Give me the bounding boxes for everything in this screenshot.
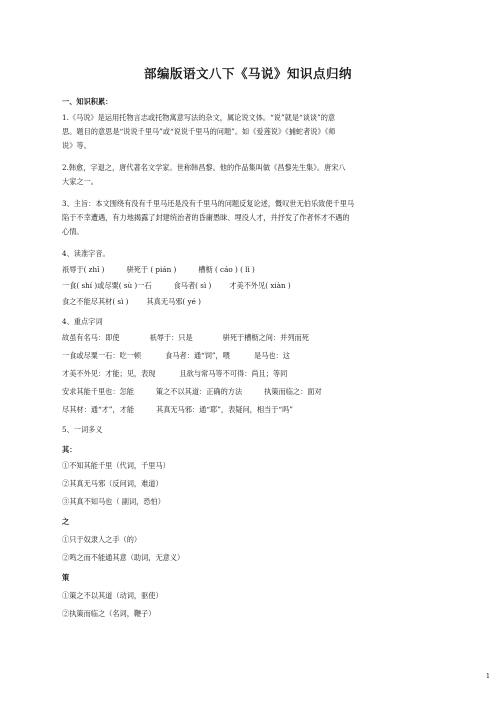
pronunciation-item: 才美不外见( xiàn ) [229, 281, 291, 290]
vocab-item: 食马者：通“饲”，喂 [165, 351, 230, 360]
word-heading-ce: 策 [62, 573, 70, 582]
pronunciation-item: 食之不能尽其材( sì ) [62, 297, 129, 306]
pronunciation-item: 槽枥 ( cáo ) ( lì ) [198, 265, 255, 274]
section-heading-knowledge: 一、知识积累： [62, 97, 113, 106]
word-heading-zhi: 之 [62, 517, 70, 526]
section-heading-vocabulary: 4、重点字词 [62, 317, 103, 326]
document-title: 部编版语文八下《马说》知识点归纳 [143, 66, 352, 81]
page-number: 1 [485, 672, 490, 680]
polysemy-example: ②鸣之而不能通其意（助词，无意义） [62, 553, 185, 562]
pronunciation-row [62, 297, 201, 307]
section-heading-polysemy: 5、一词多义 [62, 425, 103, 434]
polysemy-example: ②其真无马邪（反问词，难道） [62, 479, 163, 488]
vocab-row [62, 333, 309, 343]
vocab-row [62, 351, 290, 361]
section-heading-pronunciation: 4、读准字音。 [62, 249, 110, 258]
vocab-item: 安求其能千里也：怎能 [62, 387, 134, 396]
paragraph-line: 3、主旨：本文围绕有没有千里马还是没有千里马的问题反复论述，慨叹世无伯乐致使千里马 [62, 199, 355, 208]
vocab-item: 策之不以其道：正确的方法 [155, 387, 243, 396]
paragraph-line: 2.韩愈，字退之，唐代著名文学家。世称韩昌黎。他的作品集叫做《昌黎先生集》。唐宋八 [62, 163, 346, 172]
paragraph-line: 心情。 [62, 227, 84, 236]
paragraph-line: 说》等。 [62, 141, 91, 150]
polysemy-example: ①不知其能千里（代词，千里马） [62, 461, 170, 470]
pronunciation-item: 骈死于 ( pián ) [126, 265, 177, 274]
paragraph-line: 思。题目的意思是“说说千里马”或“说说千里马的问题”。如《爱莲说》《捕蛇者说》《师 [62, 127, 336, 136]
vocab-item: 才美不外见：才能；见，表现 [62, 369, 156, 378]
pronunciation-item: 其真无马邪( yé ) [146, 297, 201, 306]
paragraph-line: 大家之一。 [62, 177, 98, 186]
vocab-item: 骈死于槽枥之间：并列而死 [222, 333, 309, 342]
vocab-row [62, 387, 322, 397]
polysemy-example: ①只于奴隶人之手（的） [62, 535, 142, 544]
paragraph-line: 1.《马说》是运用托物言志或托物寓意写法的杂文，属论说文体。“说”就是“谈谈”的意 [62, 113, 336, 122]
paragraph-line: 陷于不幸遭遇，有力地揭露了封建统治者的昏庸愚昧、埋没人才，并抒发了作者怀才不遇的 [62, 213, 350, 222]
vocab-row [62, 369, 287, 379]
vocab-item: 一食或尽粟一石：吃一顿 [62, 351, 142, 360]
vocab-item: 祇辱于：只是 [149, 333, 193, 342]
word-heading-qi: 其： [62, 445, 77, 454]
polysemy-example: ③其真不知马也（ 副词，恐怕） [62, 497, 165, 506]
vocab-item: 尽其材：通“才”，才能 [62, 405, 135, 414]
vocab-item: 且欲与常马等不可得：尚且；等同 [179, 369, 288, 378]
pronunciation-item: 食马者( sì ) [173, 281, 212, 290]
polysemy-example: ②执策而临之（名词，鞭子） [62, 609, 156, 618]
polysemy-example: ①策之不以其道（动词，驱使） [62, 591, 163, 600]
vocab-row [62, 405, 293, 415]
pronunciation-row [62, 281, 291, 291]
vocab-item: 执策而临之：面对 [264, 387, 322, 396]
pronunciation-item: 一食( shí )或尽粟( sù )一石 [62, 281, 152, 290]
vocab-item: 是马也：这 [253, 351, 290, 360]
vocab-item: 其真无马邪：通“耶”，表疑问，相当于“吗” [156, 405, 293, 414]
pronunciation-row [62, 265, 255, 275]
pronunciation-item: 祇辱于( zhǐ ) [62, 265, 105, 274]
vocab-item: 故虽有名马：即使 [62, 333, 120, 342]
